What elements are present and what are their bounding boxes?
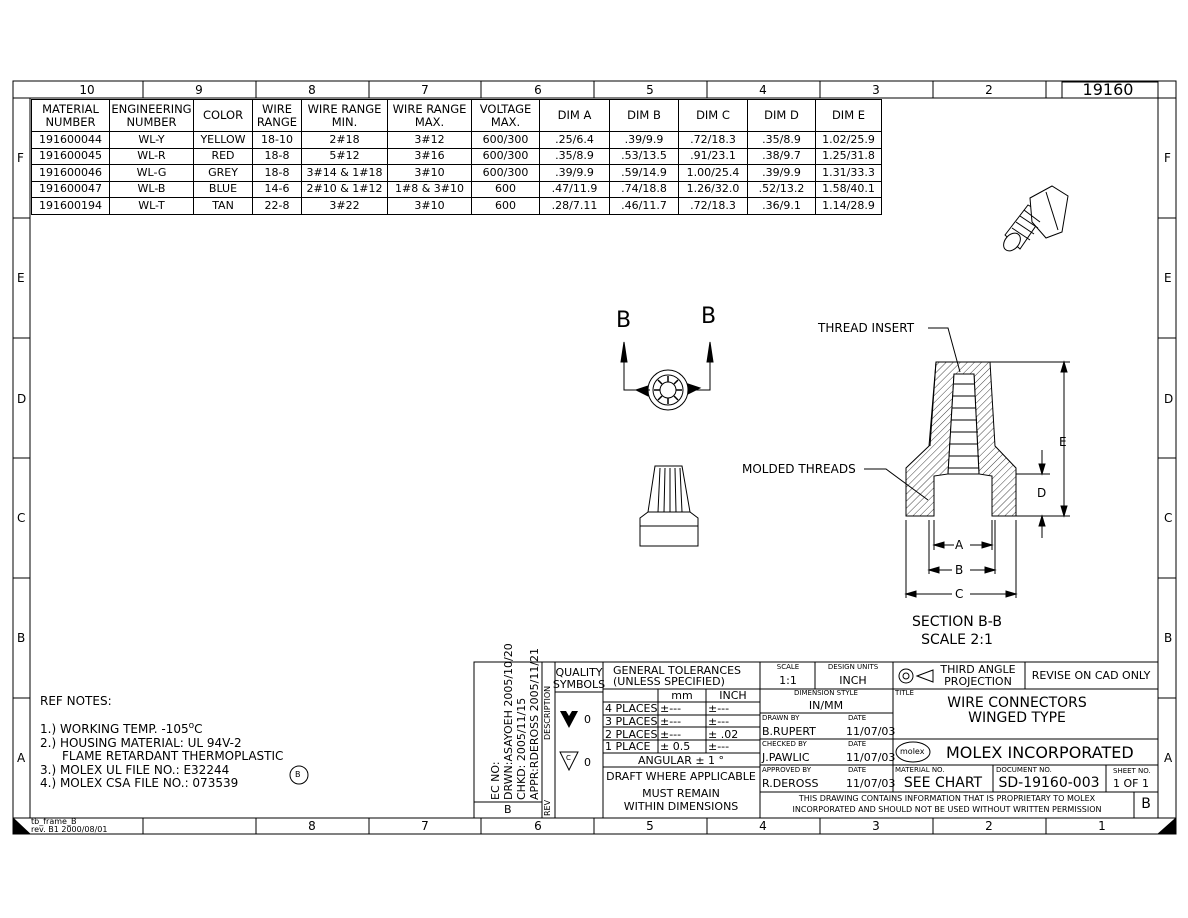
- table-cell: .52/13.2: [748, 181, 816, 198]
- table-cell: YELLOW: [194, 132, 253, 149]
- quality-symbols-2: SYMBOLS: [552, 678, 606, 691]
- tolerance-cell: 4 PLACES: [605, 702, 658, 715]
- proprietary-line-2: INCORPORATED AND SHOULD NOT BE USED WITHOUT WRITTEN PERMISSION: [792, 805, 1102, 814]
- quality-symbols-1: QUALITY: [555, 666, 603, 679]
- tolerance-cell: 1 PLACE: [605, 740, 651, 753]
- table-cell: WL-B: [110, 181, 194, 198]
- design-units-value: INCH: [839, 674, 867, 687]
- molex-logo-text: molex: [900, 747, 925, 756]
- zone-right-F: F: [1164, 151, 1171, 165]
- table-cell: 191600047: [32, 181, 110, 198]
- approved-date: 11/07/03: [846, 777, 896, 790]
- tolerance-cell: ± .02: [708, 728, 739, 741]
- table-cell: 5#12: [302, 148, 388, 165]
- quality-symbol-2-value: 0: [584, 756, 591, 769]
- table-row: [32, 198, 882, 215]
- quality-symbol-2-glyph: C: [566, 754, 571, 762]
- drawing-title-1: WIRE CONNECTORS: [947, 695, 1087, 711]
- table-cell: 3#12: [388, 132, 472, 149]
- unless-specified: (UNLESS SPECIFIED): [613, 675, 725, 688]
- document-no-value: SD-19160-003: [998, 775, 1100, 791]
- corner-number: 19160: [1082, 80, 1134, 99]
- general-tolerances: GENERAL TOLERANCES: [613, 664, 742, 677]
- table-cell: 3#10: [388, 198, 472, 215]
- design-units-label: DESIGN UNITS: [827, 663, 879, 671]
- table-cell: 2#18: [302, 132, 388, 149]
- table-cell: 18-10: [253, 132, 302, 149]
- table-cell: 191600044: [32, 132, 110, 149]
- table-cell: 191600045: [32, 148, 110, 165]
- table-cell: .39/9.9: [610, 132, 679, 149]
- zone-bottom-1: 1: [1098, 819, 1106, 833]
- section-view-drawing: [864, 328, 1070, 601]
- table-cell: 3#16: [388, 148, 472, 165]
- table-cell: 191600194: [32, 198, 110, 215]
- table-cell: WL-G: [110, 165, 194, 182]
- drawn-date-label: DATE: [848, 714, 867, 722]
- zone-top-4: 4: [759, 83, 767, 97]
- quality-symbol-1-value: 0: [584, 713, 591, 726]
- section-marker-left: B: [616, 308, 632, 333]
- tolerance-cell: ±---: [660, 715, 682, 728]
- tolerance-cell: ±---: [708, 715, 730, 728]
- table-header-cell: WIRE RANGE MAX.: [388, 100, 472, 132]
- top-view-drawing: [621, 342, 713, 410]
- table-cell: 3#10: [388, 165, 472, 182]
- scale-label: SCALE: [776, 663, 800, 671]
- zone-bottom-8: 8: [308, 819, 316, 833]
- table-cell: 1#8 & 3#10: [388, 181, 472, 198]
- table-header-cell: WIRE RANGE: [253, 100, 302, 132]
- table-row: [32, 132, 882, 149]
- table-cell: 18-8: [253, 165, 302, 182]
- section-title: SECTION B-B: [912, 614, 1002, 630]
- table-cell: RED: [194, 148, 253, 165]
- table-cell: 1.02/25.9: [816, 132, 882, 149]
- checked-by-label: CHECKED BY: [762, 740, 807, 748]
- zone-left-C: C: [17, 511, 26, 525]
- zone-top-2: 2: [985, 83, 993, 97]
- zone-top-7: 7: [421, 83, 429, 97]
- dim-a-label: A: [955, 538, 964, 552]
- table-header-cell: MATERIAL NUMBER: [32, 100, 110, 132]
- note-3: 3.) MOLEX UL FILE NO.: E32244: [40, 763, 230, 777]
- angular-tolerance: ANGULAR ± 1 °: [637, 754, 725, 767]
- draft-line-1: DRAFT WHERE APPLICABLE: [606, 770, 756, 783]
- zone-right-E: E: [1164, 271, 1172, 285]
- company-name: MOLEX INCORPORATED: [946, 743, 1134, 762]
- table-cell: WL-T: [110, 198, 194, 215]
- sheet-no-value: 1 OF 1: [1113, 777, 1149, 790]
- table-cell: 1.00/25.4: [679, 165, 748, 182]
- table-cell: 1.26/32.0: [679, 181, 748, 198]
- zone-left-D: D: [17, 392, 27, 406]
- thread-insert-label: THREAD INSERT: [818, 321, 915, 335]
- table-cell: 2#10 & 1#12: [302, 181, 388, 198]
- zone-top-10: 10: [79, 83, 95, 97]
- title-label: TITLE: [895, 689, 914, 697]
- note-1: 1.) WORKING TEMP. -105$^o$C: [40, 721, 203, 736]
- tolerance-cell: 3 PLACES: [605, 715, 658, 728]
- table-cell: .36/9.1: [748, 198, 816, 215]
- document-no-label: DOCUMENT NO.: [996, 766, 1052, 774]
- checked-by: J.PAWLIC: [762, 751, 810, 764]
- table-cell: 600/300: [472, 148, 540, 165]
- revise-on-cad: REVISE ON CAD ONLY: [1031, 669, 1151, 682]
- table-cell: 191600046: [32, 165, 110, 182]
- zone-right-B: B: [1164, 631, 1173, 645]
- draft-line-2: MUST REMAIN: [642, 787, 720, 800]
- zone-right-C: C: [1164, 511, 1173, 525]
- tolerance-cell: 2 PLACES: [605, 728, 658, 741]
- table-cell: .74/18.8: [610, 181, 679, 198]
- table-cell: .53/13.5: [610, 148, 679, 165]
- ec-no: EC NO:: [489, 761, 502, 800]
- draft-line-3: WITHIN DIMENSIONS: [623, 800, 739, 813]
- table-cell: .91/23.1: [679, 148, 748, 165]
- table-cell: GREY: [194, 165, 253, 182]
- side-view-drawing: [640, 466, 698, 546]
- material-no-value: SEE CHART: [903, 775, 983, 791]
- table-cell: 600: [472, 198, 540, 215]
- zone-bottom-4: 4: [759, 819, 767, 833]
- zone-top-3: 3: [872, 83, 880, 97]
- table-cell: 22-8: [253, 198, 302, 215]
- table-header-cell: WIRE RANGE MIN.: [302, 100, 388, 132]
- section-scale: SCALE 2:1: [921, 632, 993, 648]
- table-cell: .72/18.3: [679, 198, 748, 215]
- notes-heading: REF NOTES:: [40, 694, 112, 708]
- checked-date: 11/07/03: [846, 751, 896, 764]
- approved-date-label: DATE: [848, 766, 867, 774]
- table-cell: 1.25/31.8: [816, 148, 882, 165]
- table-cell: .72/18.3: [679, 132, 748, 149]
- table-row: [32, 148, 882, 165]
- dim-c-label: C: [955, 587, 964, 601]
- spec-table: [31, 99, 882, 215]
- zone-left-E: E: [17, 271, 25, 285]
- dim-b-label: B: [955, 563, 964, 577]
- table-header-cell: DIM A: [540, 100, 610, 132]
- note-4: 4.) MOLEX CSA FILE NO.: 073539: [40, 776, 239, 790]
- table-cell: .38/9.7: [748, 148, 816, 165]
- zone-right-A: A: [1164, 751, 1173, 765]
- tolerance-mm-header: mm: [671, 689, 693, 702]
- table-body: [32, 132, 882, 215]
- table-cell: 1.14/28.9: [816, 198, 882, 215]
- table-cell: .35/8.9: [748, 132, 816, 149]
- sheet-no-label: SHEET NO.: [1113, 767, 1151, 775]
- material-no-label: MATERIAL NO.: [895, 766, 945, 774]
- quality-symbol-filled-icon: [560, 711, 578, 728]
- dim-e-label: E: [1059, 435, 1067, 449]
- table-header-cell: DIM C: [679, 100, 748, 132]
- table-cell: .39/9.9: [540, 165, 610, 182]
- frame-id: tb_frame_B: [31, 817, 77, 826]
- zone-left-F: F: [17, 151, 24, 165]
- table-header-cell: DIM D: [748, 100, 816, 132]
- table-cell: .25/6.4: [540, 132, 610, 149]
- table-cell: 600: [472, 181, 540, 198]
- table-cell: 600/300: [472, 132, 540, 149]
- zone-top-8: 8: [308, 83, 316, 97]
- tolerance-cell: ±---: [708, 740, 730, 753]
- table-cell: .39/9.9: [748, 165, 816, 182]
- dimension-style-label: DIMENSION STYLE: [794, 689, 858, 697]
- tolerance-cell: ± 0.5: [660, 740, 691, 753]
- section-marker-right: B: [701, 304, 717, 329]
- zone-top-6: 6: [534, 83, 542, 97]
- zone-bottom-2: 2: [985, 819, 993, 833]
- note-2b: FLAME RETARDANT THERMOPLASTIC: [62, 749, 284, 763]
- isometric-view-drawing: [1000, 186, 1068, 254]
- table-cell: 600/300: [472, 165, 540, 182]
- checked-date-label: DATE: [848, 740, 867, 748]
- dimension-style-value: IN/MM: [808, 699, 844, 712]
- approved-by: R.DEROSS: [762, 777, 819, 790]
- table-cell: 3#14 & 1#18: [302, 165, 388, 182]
- table-cell: .46/11.7: [610, 198, 679, 215]
- approved-history: APPR:RDEROSS 2005/11/21: [528, 647, 541, 800]
- table-header-row: [32, 100, 882, 132]
- zone-bottom-7: 7: [421, 819, 429, 833]
- table-cell: .35/8.9: [540, 148, 610, 165]
- zone-left-B: B: [17, 631, 26, 645]
- table-header-cell: DIM B: [610, 100, 679, 132]
- molded-threads-label: MOLDED THREADS: [742, 462, 856, 476]
- zone-top-9: 9: [195, 83, 203, 97]
- frame-rev: rev. B1 2000/08/01: [31, 825, 108, 834]
- drawn-history: DRWN:ASAYOEH 2005/10/20: [502, 643, 515, 800]
- zone-left-A: A: [17, 751, 26, 765]
- table-row: [32, 165, 882, 182]
- rev-column-label: REV: [543, 799, 552, 816]
- checked-history: CHKD: 2005/11/15: [515, 697, 528, 800]
- projection-line-1: THIRD ANGLE: [940, 663, 1016, 676]
- approved-by-label: APPROVED BY: [762, 766, 812, 774]
- zone-top-5: 5: [646, 83, 654, 97]
- tolerance-cell: ±---: [660, 702, 682, 715]
- table-cell: WL-Y: [110, 132, 194, 149]
- zone-bottom-3: 3: [872, 819, 880, 833]
- rev-letter: B: [504, 803, 512, 816]
- table-row: [32, 181, 882, 198]
- zone-bottom-6: 6: [534, 819, 542, 833]
- dim-d-label: D: [1037, 486, 1047, 500]
- table-header-cell: ENGINEERING NUMBER: [110, 100, 194, 132]
- table-header-cell: COLOR: [194, 100, 253, 132]
- table-cell: 1.58/40.1: [816, 181, 882, 198]
- proprietary-line-1: THIS DRAWING CONTAINS INFORMATION THAT IS PROPRIETARY TO MOLEX: [798, 794, 1096, 803]
- table-cell: 14-6: [253, 181, 302, 198]
- zone-right-D: D: [1164, 392, 1174, 406]
- tolerance-cell: ±---: [660, 728, 682, 741]
- projection-line-2: PROJECTION: [944, 675, 1012, 688]
- table-cell: .28/7.11: [540, 198, 610, 215]
- table-cell: BLUE: [194, 181, 253, 198]
- tolerance-inch-header: INCH: [719, 689, 747, 702]
- table-cell: 3#22: [302, 198, 388, 215]
- drawn-by: B.RUPERT: [762, 725, 816, 738]
- table-cell: TAN: [194, 198, 253, 215]
- description-label: DESCRIPTION: [543, 685, 552, 740]
- drawing-title-2: WINGED TYPE: [968, 710, 1066, 726]
- scale-value: 1:1: [779, 674, 797, 687]
- tolerance-cell: ±---: [708, 702, 730, 715]
- third-angle-projection-icon: [899, 669, 933, 683]
- drawn-by-label: DRAWN BY: [762, 714, 800, 722]
- notes-rev-mark: B: [295, 770, 301, 779]
- table-cell: WL-R: [110, 148, 194, 165]
- drawn-date: 11/07/03: [846, 725, 896, 738]
- block-rev-letter: B: [1141, 796, 1151, 812]
- table-header-cell: DIM E: [816, 100, 882, 132]
- table-header-cell: VOLTAGE MAX.: [472, 100, 540, 132]
- table-cell: .47/11.9: [540, 181, 610, 198]
- table-cell: .59/14.9: [610, 165, 679, 182]
- table-cell: 1.31/33.3: [816, 165, 882, 182]
- note-2: 2.) HOUSING MATERIAL: UL 94V-2: [40, 736, 242, 750]
- zone-bottom-5: 5: [646, 819, 654, 833]
- table-cell: 18-8: [253, 148, 302, 165]
